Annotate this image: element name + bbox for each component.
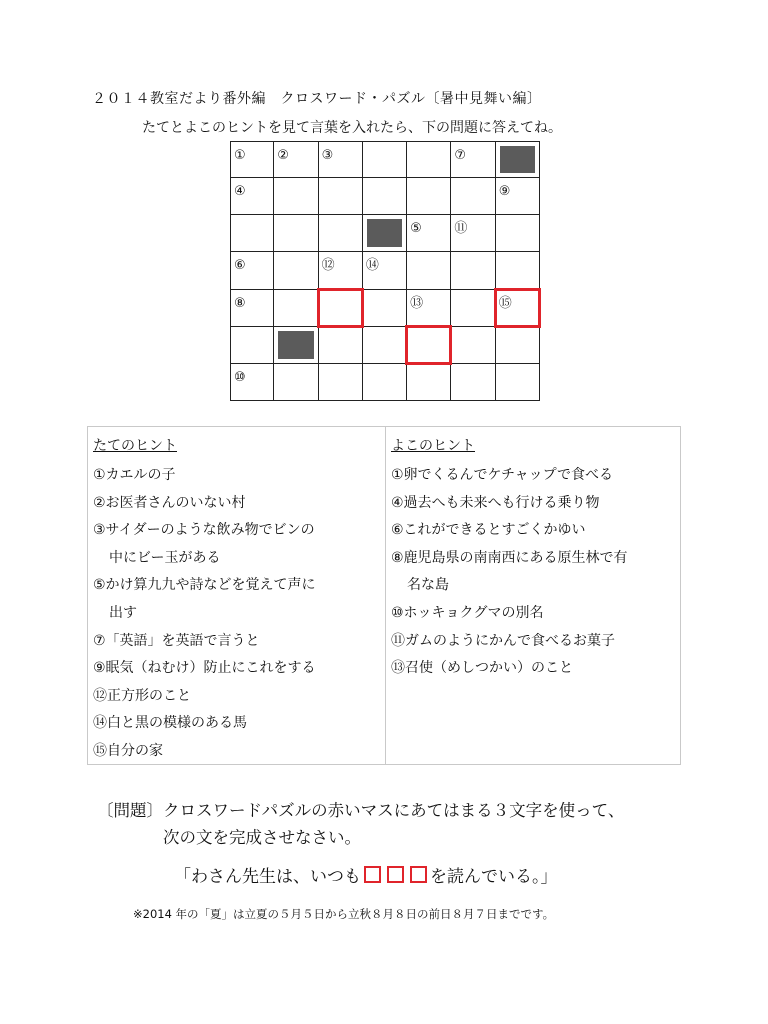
grid-cell[interactable] <box>274 290 318 327</box>
hint-item: ④過去へも未来へも行ける乗り物 <box>391 494 600 511</box>
question-line-1: 〔問題〕クロスワードパズルの赤いマスにあてはまる３文字を使って、 <box>97 801 625 820</box>
page-title: ２０１４教室だより番外編 クロスワード・パズル〔暑中見舞い編〕 <box>92 91 542 107</box>
grid-cell[interactable] <box>230 290 274 327</box>
clue-number: ⑭ <box>365 258 379 274</box>
grid-cell[interactable] <box>363 364 407 401</box>
grid-cell[interactable] <box>496 364 540 401</box>
grid-cell[interactable] <box>407 364 451 401</box>
red-answer-cell[interactable] <box>319 290 363 327</box>
grid-cell[interactable] <box>274 364 318 401</box>
hint-item: ①卵でくるんでケチャップで食べる <box>391 467 613 483</box>
clue-number: ③ <box>321 148 334 163</box>
hint-item: ③サイダーのような飲み物でビンの <box>93 522 315 539</box>
clue-number: ⑤ <box>410 221 422 237</box>
footnote: ※2014 年の「夏」は立夏の５月５日から立秋８月８日の前日８月７日までです。 <box>133 907 555 921</box>
red-answer-cell[interactable] <box>407 327 451 364</box>
black-cell <box>496 141 540 178</box>
grid-cell[interactable] <box>407 290 451 327</box>
crossword-grid <box>230 141 540 401</box>
red-answer-cell[interactable] <box>496 290 540 327</box>
grid-cell[interactable] <box>230 252 274 289</box>
grid-cell[interactable] <box>363 178 407 215</box>
answer-blank-box[interactable] <box>410 866 427 883</box>
hint-item: ⑨眠気（ねむけ）防止にこれをする <box>93 660 316 677</box>
grid-cell[interactable] <box>230 364 274 401</box>
grid-cell[interactable] <box>496 327 540 364</box>
grid-cell[interactable] <box>319 327 363 364</box>
hint-item-continuation: 中にビー玉がある <box>109 549 221 566</box>
clue-number: ⑨ <box>498 184 511 200</box>
grid-cell[interactable] <box>451 290 495 327</box>
hint-item: ⑧鹿児島県の南南西にある原生林で有 <box>391 549 628 566</box>
answer-blank-box[interactable] <box>387 866 404 883</box>
hint-item: ⑬召使（めしつかい）のこと <box>391 660 573 677</box>
grid-cell[interactable] <box>496 215 540 252</box>
grid-cell[interactable] <box>451 141 495 178</box>
clue-number: ⑦ <box>454 148 467 163</box>
grid-cell[interactable] <box>451 178 495 215</box>
clue-number: ⑥ <box>234 258 246 274</box>
grid-cell[interactable] <box>319 215 363 252</box>
grid-cell[interactable] <box>230 215 274 252</box>
hint-item: ②お医者さんのいない村 <box>93 494 246 511</box>
hint-item-continuation: 名な島 <box>407 577 449 594</box>
black-cell <box>363 215 407 252</box>
grid-cell[interactable] <box>496 178 540 215</box>
grid-cell[interactable] <box>363 141 407 178</box>
clue-number: ⑮ <box>498 295 512 311</box>
hint-item: ⑮自分の家 <box>93 742 163 759</box>
grid-cell[interactable] <box>407 252 451 289</box>
grid-cell[interactable] <box>451 364 495 401</box>
grid-cell[interactable] <box>363 290 407 327</box>
tate-hints-column <box>88 427 386 764</box>
grid-cell[interactable] <box>451 252 495 289</box>
grid-cell[interactable] <box>407 178 451 215</box>
clue-number: ② <box>277 148 289 163</box>
grid-cell[interactable] <box>496 252 540 289</box>
hint-item: ⑤かけ算九九や詩などを覚えて声に <box>93 577 316 594</box>
grid-cell[interactable] <box>274 141 318 178</box>
hint-item: ⑦「英語」を英語で言うと <box>93 632 260 649</box>
grid-cell[interactable] <box>407 141 451 178</box>
grid-cell[interactable] <box>274 178 318 215</box>
grid-cell[interactable] <box>230 327 274 364</box>
tate-hints-list <box>93 462 316 766</box>
grid-cell[interactable] <box>319 364 363 401</box>
clue-number: ⑪ <box>454 221 468 237</box>
instruction-text: たてとよこのヒントを見て言葉を入れたら、下の問題に答えてね。 <box>142 120 562 136</box>
grid-cell[interactable] <box>230 141 274 178</box>
sentence-before: 「わさん先生は、いつも <box>174 867 361 887</box>
clue-number: ⑩ <box>234 369 246 385</box>
grid-cell[interactable] <box>407 215 451 252</box>
clue-number: ⑧ <box>234 295 246 311</box>
sentence-after: を読んでいる。」 <box>430 867 558 887</box>
tate-hints-heading: たてのヒント <box>93 438 177 454</box>
hint-item: ①カエルの子 <box>93 467 176 483</box>
black-cell <box>274 327 318 364</box>
clue-number: ① <box>234 148 246 163</box>
hint-item: ⑫正方形のこと <box>93 687 191 704</box>
hint-item: ⑭白と黒の模様のある馬 <box>93 715 247 732</box>
grid-cell[interactable] <box>451 215 495 252</box>
yoko-hints-list <box>391 462 628 683</box>
hint-item: ⑩ホッキョクグマの別名 <box>391 604 544 621</box>
grid-cell[interactable] <box>274 215 318 252</box>
clue-number: ④ <box>234 184 246 200</box>
clue-number: ⑫ <box>321 258 335 274</box>
grid-cell[interactable] <box>363 252 407 289</box>
grid-cell[interactable] <box>319 141 363 178</box>
question-line-2: 次の文を完成させなさい。 <box>163 828 361 847</box>
grid-cell[interactable] <box>363 327 407 364</box>
grid-cell[interactable] <box>274 252 318 289</box>
hint-item: ⑪ガムのようにかんで食べるお菓子 <box>391 632 615 649</box>
hint-item: ⑥これができるとすごくかゆい <box>391 522 586 539</box>
answer-blank-box[interactable] <box>364 866 381 883</box>
hint-item-continuation: 出す <box>109 604 137 621</box>
yoko-hints-heading: よこのヒント <box>391 438 475 454</box>
grid-cell[interactable] <box>319 178 363 215</box>
grid-cell[interactable] <box>451 327 495 364</box>
clue-number: ⑬ <box>410 295 424 311</box>
grid-cell[interactable] <box>230 178 274 215</box>
yoko-hints-column <box>386 427 680 764</box>
hints-table <box>87 426 681 765</box>
grid-cell[interactable] <box>319 252 363 289</box>
answer-sentence <box>174 862 558 887</box>
